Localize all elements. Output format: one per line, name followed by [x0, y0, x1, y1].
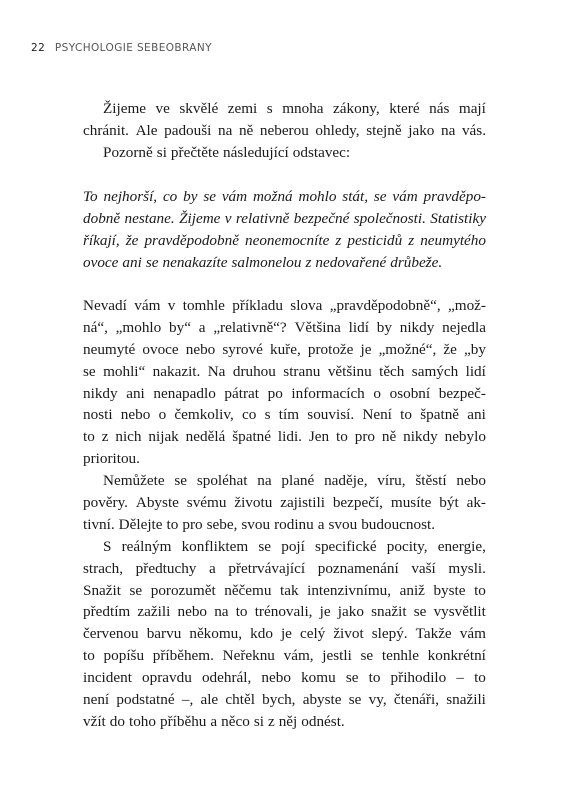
text-line: chránit. Ale padouši na ně neberou ohledy, stejně jako na vás. — [83, 121, 486, 139]
text-line: to z nich nijak nedělá špatné lidi. Jen to pro ně nikdy nebylo — [83, 428, 486, 446]
text-line: To nejhorší, co by se vám možná mohlo stát, se vám pravděpo- — [83, 188, 486, 205]
text-line: Snažit se porozumět něčemu tak intenzivnímu, aniž byste to — [83, 581, 486, 599]
text-line: Pozorně si přečtěte následující odstavec: — [103, 143, 351, 161]
text-line: červenou barvu někomu, kdo je celý život slepý. Takže vám — [83, 625, 486, 643]
text-line: neumyté ovoce nebo syrové kuře, protože je „možné“, že „by — [83, 340, 486, 358]
text-line: není podstatné –, ale chtěl bych, abyste se vy, čtenáři, snažili — [83, 691, 486, 709]
text-line: strach, předtuchy a přetrvávající poznamenání vaší mysli. — [83, 559, 486, 577]
text-line: ná“, „mohlo by“ a „relativně“? Většina lidí by nikdy nejedla — [83, 318, 486, 336]
text-line: dobně nestane. Žijeme v relativně bezpečné společnosti. Statistiky — [83, 209, 486, 227]
text-line: Žijeme ve skvělé zemi s mnoha zákony, které nás mají — [103, 100, 486, 117]
text-block-intro — [83, 98, 486, 164]
text-line: pověry. Abyste svému životu zajistili bezpečí, musíte být ak- — [83, 494, 486, 512]
text-block-body — [83, 295, 486, 733]
text-line: prioritou. — [83, 450, 140, 468]
text-line: se mohli“ nakazit. Na druhou stranu většinu těch samých lidí — [83, 362, 486, 380]
book-title: PSYCHOLOGIE SEBEOBRANY — [54, 42, 212, 54]
text-line: nikdy ani nenapadlo pátrat po informacích o osobní bezpeč- — [83, 384, 486, 402]
text-line: říkají, že pravděpodobně neonemocníte z pesticidů z neumytého — [83, 231, 486, 249]
text-line: předtím zažili nebo na to trénovali, je jako snažit se vysvětlit — [83, 603, 486, 621]
text-line: S reálným konfliktem se pojí specifické pocity, energie, — [103, 537, 486, 555]
text-line: to popíšu příběhem. Neřeknu vám, jestli se tenhle konkrétní — [83, 647, 486, 665]
text-line: Nevadí vám v tomhle příkladu slova „pravděpodobně“, „mož- — [83, 297, 486, 314]
page-number: 22 — [31, 42, 46, 54]
text-line: tivní. Dělejte to pro sebe, svou rodinu a svou budoucnost. — [83, 515, 436, 533]
text-line: ovoce ani se nenakazíte salmonelou z nedovařené drůbeže. — [83, 253, 443, 271]
running-head — [31, 42, 212, 54]
italic-quote-block — [83, 186, 486, 274]
text-line: incident opravdu odehrál, nebo komu se to přihodilo – to — [83, 669, 486, 687]
text-line: nosti nebo o čemkoliv, co s tím souvisí. Není to špatně ani — [83, 406, 486, 424]
text-line: vžít do toho příběhu a něco si z něj odnést. — [83, 712, 345, 730]
text-line: Nemůžete se spoléhat na plané naděje, víru, štěstí nebo — [103, 472, 486, 490]
